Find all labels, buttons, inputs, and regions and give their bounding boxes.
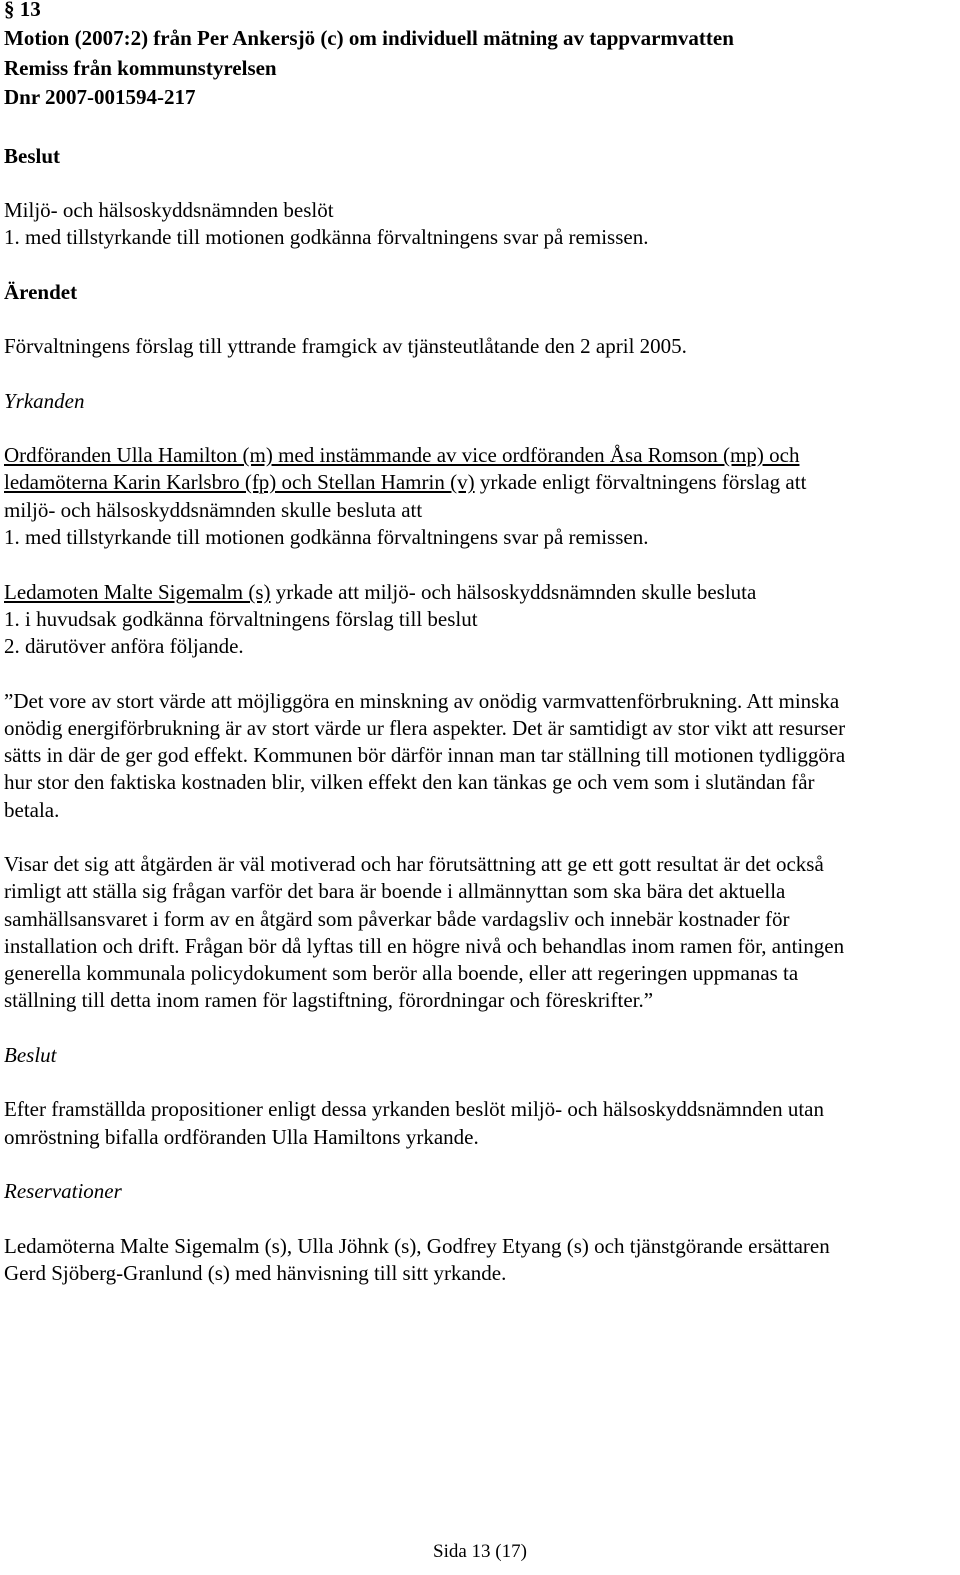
yrkande-2-item-2: 2. därutöver anföra följande. (4, 634, 244, 658)
quote-2-line-6: ställning till detta inom ramen för lagstiftning, förordningar och föreskrifter.” (4, 988, 654, 1012)
quote-1-line-2: onödig energiförbrukning är av stort värde ur flera aspekter. Det är samtidigt av stor vikt att resurser (4, 716, 846, 740)
beslut-item-1: 1. med tillstyrkande till motionen godkänna förvaltningens svar på remissen. (4, 225, 649, 249)
underlined-member: Ledamoten Malte Sigemalm (s) (4, 580, 271, 604)
yrkande-1-line-4: 1. med tillstyrkande till motionen godkänna förvaltningens svar på remissen. (4, 525, 649, 549)
yrkande-1-line-2 (4, 469, 806, 496)
beslut-intro: Miljö- och hälsoskyddsnämnden beslöt (4, 198, 334, 222)
quote-1-line-3: sätts in där de ger god effekt. Kommunen bör därför innan man tar ställning till motionen tydliggöra (4, 743, 846, 767)
quote-1-line-5: betala. (4, 798, 60, 822)
yrkanden-heading: Yrkanden (4, 389, 85, 413)
page-number: Sida 13 (17) (433, 1541, 527, 1562)
arendet-text: Förvaltningens förslag till yttrande framgick av tjänsteutlåtande den 2 april 2005. (4, 334, 687, 358)
beslut-heading: Beslut (4, 144, 61, 168)
yrkande-1-line-1: Ordföranden Ulla Hamilton (m) med instämmande av vice ordföranden Åsa Romson (mp) och (4, 443, 800, 467)
reservationer-line-1: Ledamöterna Malte Sigemalm (s), Ulla Jöhnk (s), Godfrey Etyang (s) och tjänstgörande ersättaren (4, 1234, 830, 1258)
quote-2-line-3: samhällsansvaret i form av en åtgärd som påverkar både vardagsliv och innebär kostnader för (4, 907, 790, 931)
beslut-2-line-1: Efter framställda propositioner enligt dessa yrkanden beslöt miljö- och hälsoskyddsnämnden utan (4, 1097, 824, 1121)
yrkande-2-line-1-rest: yrkade att miljö- och hälsoskyddsnämnden skulle besluta (270, 580, 757, 604)
quote-2-line-5: generella kommunala policydokument som berör alla boende, eller att regeringen uppmanas ta (4, 961, 799, 985)
yrkande-2-line-1 (4, 579, 756, 606)
quote-1-line-1: ”Det vore av stort värde att möjliggöra en minskning av onödig varmvattenförbrukning. Att minska (4, 689, 840, 713)
beslut-2-line-2: omröstning bifalla ordföranden Ulla Hamiltons yrkande. (4, 1125, 479, 1149)
underlined-members: ledamöterna Karin Karlsbro (fp) och Stellan Hamrin (v) (4, 470, 475, 494)
yrkande-1-line-3: miljö- och hälsoskyddsnämnden skulle besluta att (4, 498, 423, 522)
yrkande-2-item-1: 1. i huvudsak godkänna förvaltningens förslag till beslut (4, 607, 478, 631)
quote-1-line-4: hur stor den faktiska kostnaden blir, vilken effekt den kan tänkas ge och vem som i slutändan får (4, 770, 815, 794)
quote-2-line-1: Visar det sig att åtgärden är väl motiverad och har förutsättning att ge ett gott resultat är det också (4, 852, 824, 876)
beslut-2-heading: Beslut (4, 1043, 57, 1067)
quote-2-line-2: rimligt att ställa sig frågan varför det bara är boende i allmännyttan som ska bära det aktuella (4, 879, 786, 903)
reservationer-heading: Reservationer (4, 1179, 122, 1203)
remiss-line: Remiss från kommunstyrelsen (4, 56, 277, 80)
section-number: § 13 (4, 0, 41, 21)
quote-2-line-4: installation och drift. Frågan bör då lyftas till en högre nivå och behandlas inom ramen för, antingen (4, 934, 845, 958)
arendet-heading: Ärendet (4, 280, 78, 304)
reservationer-line-2: Gerd Sjöberg-Granlund (s) med hänvisning till sitt yrkande. (4, 1261, 507, 1285)
dnr-line: Dnr 2007-001594-217 (4, 85, 196, 109)
yrkande-1-line-2-rest: yrkade enligt förvaltningens förslag att (474, 470, 807, 494)
document-title: Motion (2007:2) från Per Ankersjö (c) om individuell mätning av tappvarmvatten (4, 26, 734, 50)
